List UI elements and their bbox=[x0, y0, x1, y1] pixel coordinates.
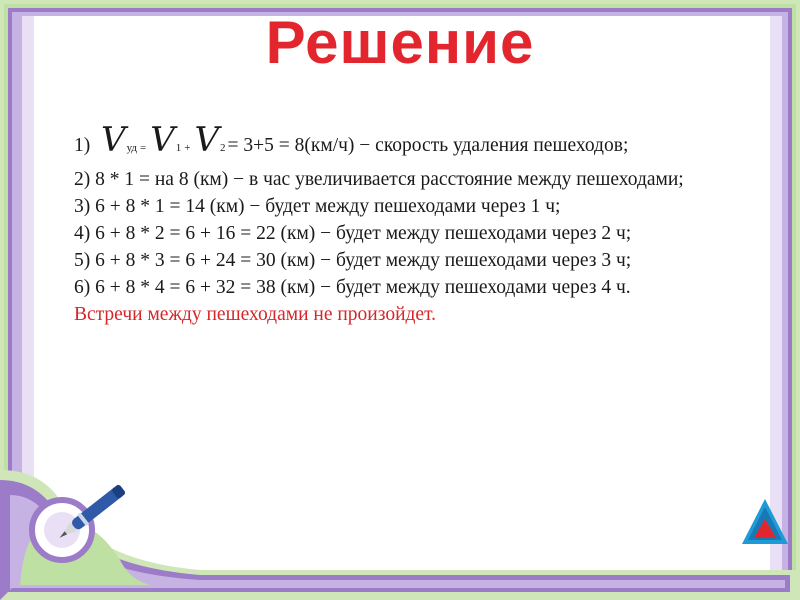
plus-sign: + bbox=[184, 142, 191, 154]
pen-icon bbox=[50, 470, 140, 550]
step-number: 1) bbox=[74, 135, 91, 156]
v-symbol: V bbox=[101, 120, 126, 160]
subscript-1: 1 bbox=[175, 142, 182, 154]
equals-sign: = bbox=[139, 142, 147, 154]
solution-line: 6) 6 + 8 * 4 = 6 + 32 = 38 (км) − будет между пешеходами через 4 ч. bbox=[74, 277, 631, 298]
v-symbol: V bbox=[150, 120, 175, 160]
solution-content bbox=[74, 120, 764, 329]
slide-title: Решение bbox=[265, 9, 535, 76]
solution-line: 2) 8 * 1 = на 8 (км) − в час увеличивается расстояние между пешеходами; bbox=[74, 169, 684, 190]
conclusion-text: Встречи между пешеходами не произойдет. bbox=[74, 304, 437, 325]
subscript-ud: уд bbox=[126, 142, 137, 154]
subscript-2: 2 bbox=[220, 142, 226, 154]
solution-line: 3) 6 + 8 * 1 = 14 (км) − будет между пешеходами через 1 ч; bbox=[74, 196, 561, 217]
solution-line: 5) 6 + 8 * 3 = 6 + 24 = 30 (км) − будет между пешеходами через 3 ч; bbox=[74, 250, 632, 271]
triangle-nav-icon[interactable] bbox=[740, 497, 790, 547]
solution-line: 4) 6 + 8 * 2 = 6 + 16 = 22 (км) − будет между пешеходами через 2 ч; bbox=[74, 223, 632, 244]
formula-line bbox=[74, 120, 764, 161]
v-symbol: V bbox=[194, 120, 220, 160]
formula-rest: = 3+5 = 8(км/ч) − скорость удаления пешеходов; bbox=[227, 135, 629, 156]
